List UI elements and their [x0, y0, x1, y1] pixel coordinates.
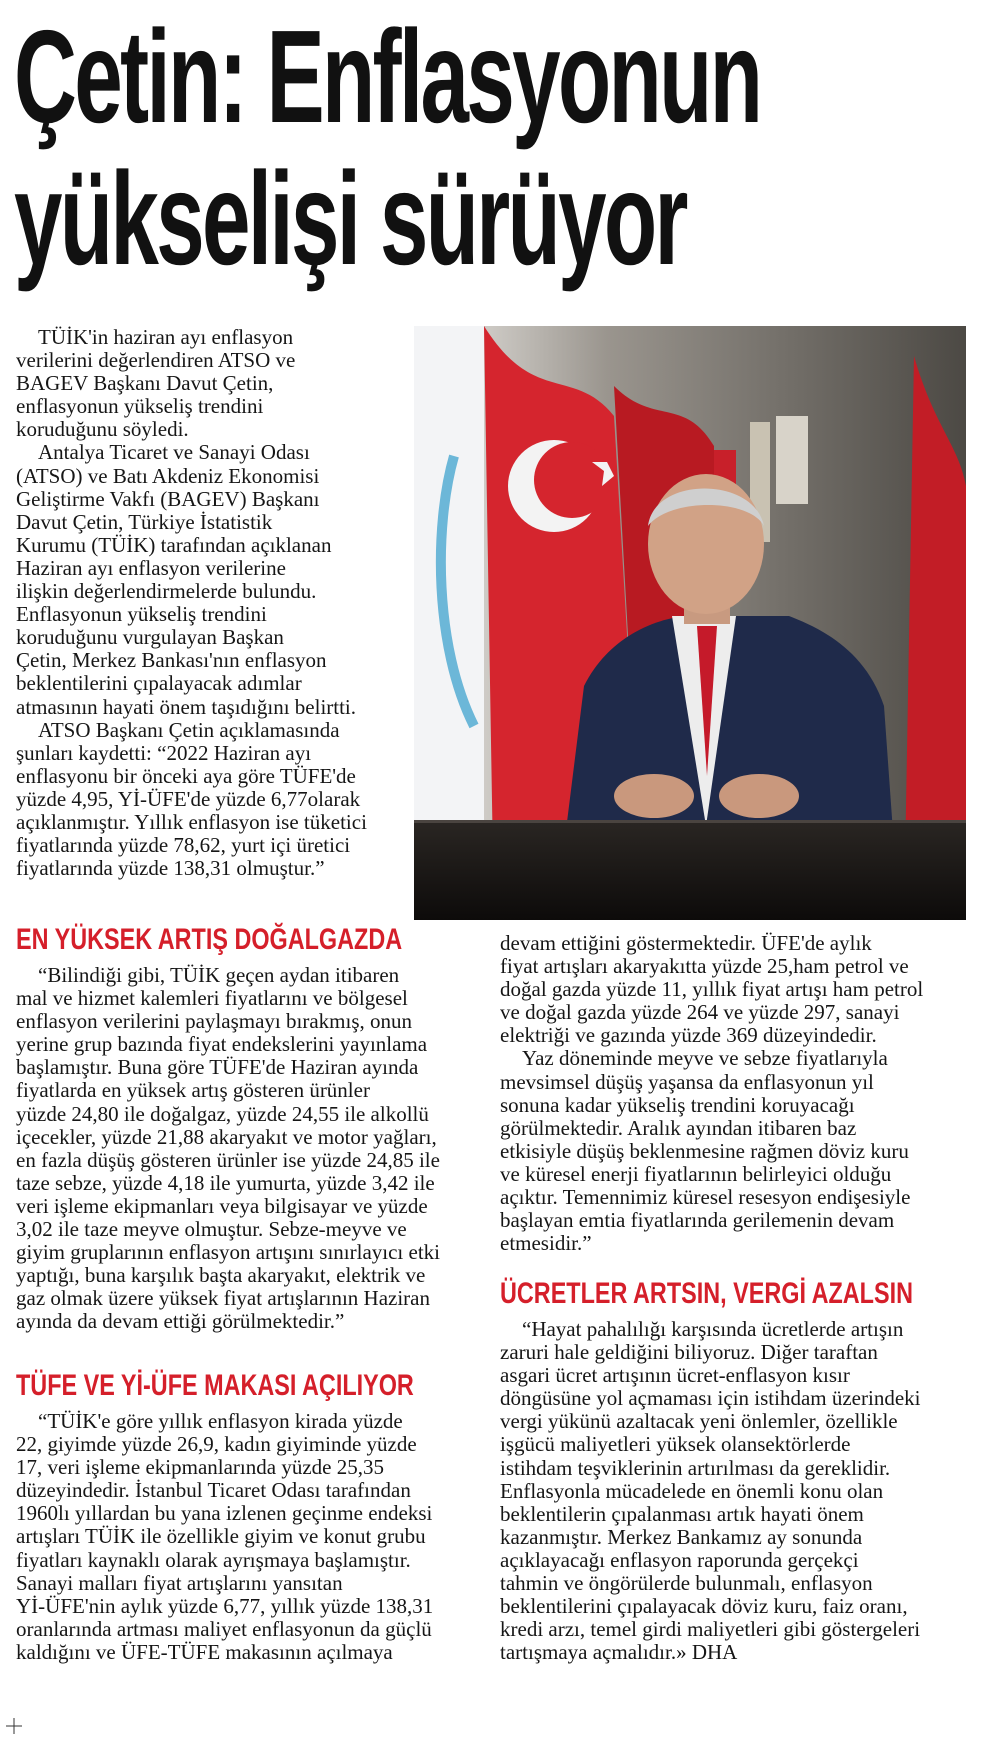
text-line: doğal gazda yüzde 11, yıllık fiyat artışı ham petrol [500, 977, 924, 1002]
text-line: Çetin, Merkez Bankası'nın enflasyon [16, 648, 327, 673]
text-line: ATSO Başkanı Çetin açıklamasında [38, 717, 340, 742]
text-line: en fazla düşüş gösteren ürünler ise yüzde 24,85 ile [16, 1147, 440, 1172]
text-line: açıklayacağı enflasyon raporunda gerçekçi [500, 1547, 859, 1572]
text-line: veri işleme ekipmanları veya bilgisayar ve yüzde [16, 1193, 428, 1218]
text-line: ayında da devam ettiği görülmektedir.” [16, 1309, 345, 1334]
text-line: Geliştirme Vakfı (BAGEV) Başkanı [16, 486, 320, 511]
text-line: sonuna kadar yükseliş trendini koruyacağı [500, 1092, 855, 1117]
text-line: devam ettiğini göstermektedir. ÜFE'de aylık [500, 931, 872, 955]
text-line: artışları TÜİK ile özellikle giyim ve konut grubu [16, 1524, 426, 1549]
text-line: enflasyonun yükseliş trendini [16, 394, 264, 419]
text-line: “TÜİK'e göre yıllık enflasyon kirada yüzde [38, 1409, 403, 1433]
text-line: Enflasyonla mücadelede en önemli konu olan [500, 1478, 884, 1503]
text-line: yüzde 4,95, Yİ-ÜFE'de yüzde 6,77olarak [16, 786, 361, 811]
text-line: enflasyonu bir önceki aya göre TÜFE'de [16, 763, 356, 788]
section-ucretler-text [500, 1318, 970, 1664]
text-line: başlamıştır. Buna göre TÜFE'de Haziran ayında [16, 1055, 419, 1080]
text-line: ilişkin değerlendirmelerde bulundu. [16, 579, 317, 604]
text-line: Enflasyonun yükseliş trendini [16, 602, 267, 627]
text-line: başlayan emtia fiyatlarında gerilemenin devam [500, 1208, 895, 1233]
text-line: 17, veri işleme ekipmanlarında yüzde 25,35 [16, 1455, 384, 1480]
text-line: ve küresel enerji fiyatlarının belirleyici olduğu [500, 1161, 892, 1186]
headline-line-1: Çetin: Enflasyonun [14, 3, 761, 150]
section-dogalgaz-text [16, 964, 481, 1334]
text-line: Yaz döneminde meyve ve sebze fiyatlarıyla [522, 1046, 888, 1071]
text-line: yerine grup bazında fiyat endekslerini yayınlama [16, 1032, 428, 1057]
section-heading-tufe: TÜFE VE Yİ-ÜFE MAKASI AÇILIYOR [16, 1369, 414, 1402]
text-line: etmesidir.” [500, 1231, 592, 1256]
portrait-illustration [414, 326, 966, 920]
text-line: mevsimsel düşüş yaşansa da enflasyonun yıl [500, 1069, 874, 1094]
text-line: vergi yükünü azaltacak yeni önlemler, özellikle [500, 1409, 898, 1434]
text-line: “Hayat pahalılığı karşısında ücretlerde artışın [522, 1317, 904, 1341]
headline-line-2: yükselişi sürüyor [14, 145, 686, 292]
text-line: istihdam teşviklerinin artırılması da gereklidir. [500, 1455, 891, 1480]
crop-mark-icon [6, 1718, 22, 1734]
text-line: koruduğunu söyledi. [16, 417, 189, 442]
headline [14, 3, 761, 292]
text-line: işgücü maliyetleri yüksek olansektörlerde [500, 1432, 851, 1457]
text-line: fiyatlarında yüzde 78,62, yurt içi üretici [16, 833, 351, 858]
text-line: düzeyindedir. İstanbul Ticaret Odası tarafından [16, 1478, 411, 1503]
text-line: TÜİK'in haziran ayı enflasyon [38, 325, 294, 349]
text-line: verilerini değerlendiren ATSO ve [16, 348, 296, 373]
text-line: Antalya Ticaret ve Sanayi Odası [38, 440, 310, 465]
text-line: kazanmıştır. Merkez Bankamız ay sonunda [500, 1524, 863, 1549]
text-line: yaptığı, buna karşılık başta akaryakıt, elektrik ve [16, 1263, 426, 1288]
text-line: Sanayi malları fiyat artışlarını yansıtan [16, 1570, 343, 1595]
text-line: Haziran ayı enflasyon verilerine [16, 555, 286, 580]
text-line: atmasının hayati önem taşıdığını belirtti. [16, 694, 357, 719]
text-line: görülmektedir. Aralık ayından itibaren baz [500, 1115, 857, 1140]
text-line: zaruri hale geldiğini biliyoruz. Diğer taraftan [500, 1340, 878, 1365]
intro-paragraphs [16, 326, 406, 880]
text-line: açıktır. Temennimiz küresel resesyon endişesiyle [500, 1185, 911, 1210]
text-line: giyim gruplarının enflasyon artışını sınırlayıcı etki [16, 1240, 440, 1265]
section-tufe-text [16, 1410, 481, 1664]
text-line: (ATSO) ve Batı Akdeniz Ekonomisi [16, 463, 320, 488]
text-line: beklentilerin çıpalanması artık hayati önem [500, 1501, 864, 1526]
text-line: BAGEV Başkanı Davut Çetin, [16, 371, 274, 396]
text-line: fiyatlarında yüzde 138,31 olmuştur.” [16, 856, 325, 881]
text-line: tahmin ve öngörülerde bulunmalı, enflasyon [500, 1571, 873, 1596]
text-line: kaldığını ve ÜFE-TÜFE makasının açılmaya [16, 1639, 393, 1664]
text-line: yüzde 24,80 ile doğalgaz, yüzde 24,55 ile alkollü [16, 1101, 429, 1126]
text-line: “Bilindiği gibi, TÜİK geçen aydan itibaren [38, 963, 400, 987]
text-line: oranlarında artması maliyet enflasyonun da güçlü [16, 1616, 432, 1641]
text-line: kredi arzı, temel girdi maliyetleri gibi göstergeleri [500, 1617, 921, 1642]
text-line: gaz olmak üzere yüksek fiyat artışlarının Haziran [16, 1286, 430, 1311]
text-line: içecekler, yüzde 21,88 akaryakıt ve motor yağları, [16, 1124, 437, 1149]
text-line: elektriği ve gazında yüzde 369 düzeyindedir. [500, 1023, 877, 1048]
text-line: beklentilerini çıpalayacak döviz kuru, faiz oranı, [500, 1594, 908, 1619]
text-line: şunları kaydetti: “2022 Haziran ayı [16, 740, 312, 765]
right-column-continuation [500, 932, 970, 1255]
article-photo [414, 326, 966, 920]
text-line: 22, giyimde yüzde 26,9, kadın giyiminde yüzde [16, 1432, 417, 1457]
text-line: ve doğal gazda yüzde 264 ve yüzde 297, sanayi [500, 1000, 900, 1025]
text-line: Davut Çetin, Türkiye İstatistik [16, 509, 273, 534]
text-line: koruduğunu vurgulayan Başkan [16, 625, 284, 650]
text-line: Kurumu (TÜİK) tarafından açıklanan [16, 532, 332, 557]
section-heading-dogalgaz: EN YÜKSEK ARTIŞ DOĞALGAZDA [16, 923, 403, 956]
text-line: etkisiyle düşüş beklenmesine rağmen döviz kuru [500, 1138, 909, 1163]
text-line: fiyatlarda en yüksek artış gösteren ürünler [16, 1078, 370, 1103]
text-line: 1960lı yıllardan bu yana izlenen geçinme endeksi [16, 1501, 433, 1526]
text-line: 3,02 ile taze meyve olmuştur. Sebze-meyve ve [16, 1217, 407, 1242]
section-heading-ucretler: ÜCRETLER ARTSIN, VERGİ AZALSIN [500, 1277, 913, 1310]
text-line: Yİ-ÜFE'nin aylık yüzde 6,77, yıllık yüzde 138,31 [16, 1593, 434, 1618]
text-line: beklentilerini çıpalayacak adımlar [16, 671, 302, 696]
text-line: açıklanmıştır. Yıllık enflasyon ise tüketici [16, 809, 367, 834]
text-line: fiyat artışları akaryakıtta yüzde 25,ham petrol ve [500, 954, 909, 979]
text-line: enflasyon verilerini paylaşmayı bırakmış, onun [16, 1009, 412, 1034]
text-line: döngüsüne yol açmaması için istihdam üzerindeki [500, 1386, 921, 1411]
text-line: asgari ücret artışının ücret-enflasyon kısır [500, 1363, 850, 1388]
text-line: tartışmaya açmalıdır.» DHA [500, 1640, 738, 1665]
text-line: taze sebze, yüzde 4,18 ile yumurta, yüzde 3,42 ile [16, 1170, 435, 1195]
text-line: fiyatları kaynaklı olarak ayrışmaya başlamıştır. [16, 1547, 411, 1572]
text-line: mal ve hizmet kalemleri fiyatlarını ve bölgesel [16, 986, 408, 1011]
